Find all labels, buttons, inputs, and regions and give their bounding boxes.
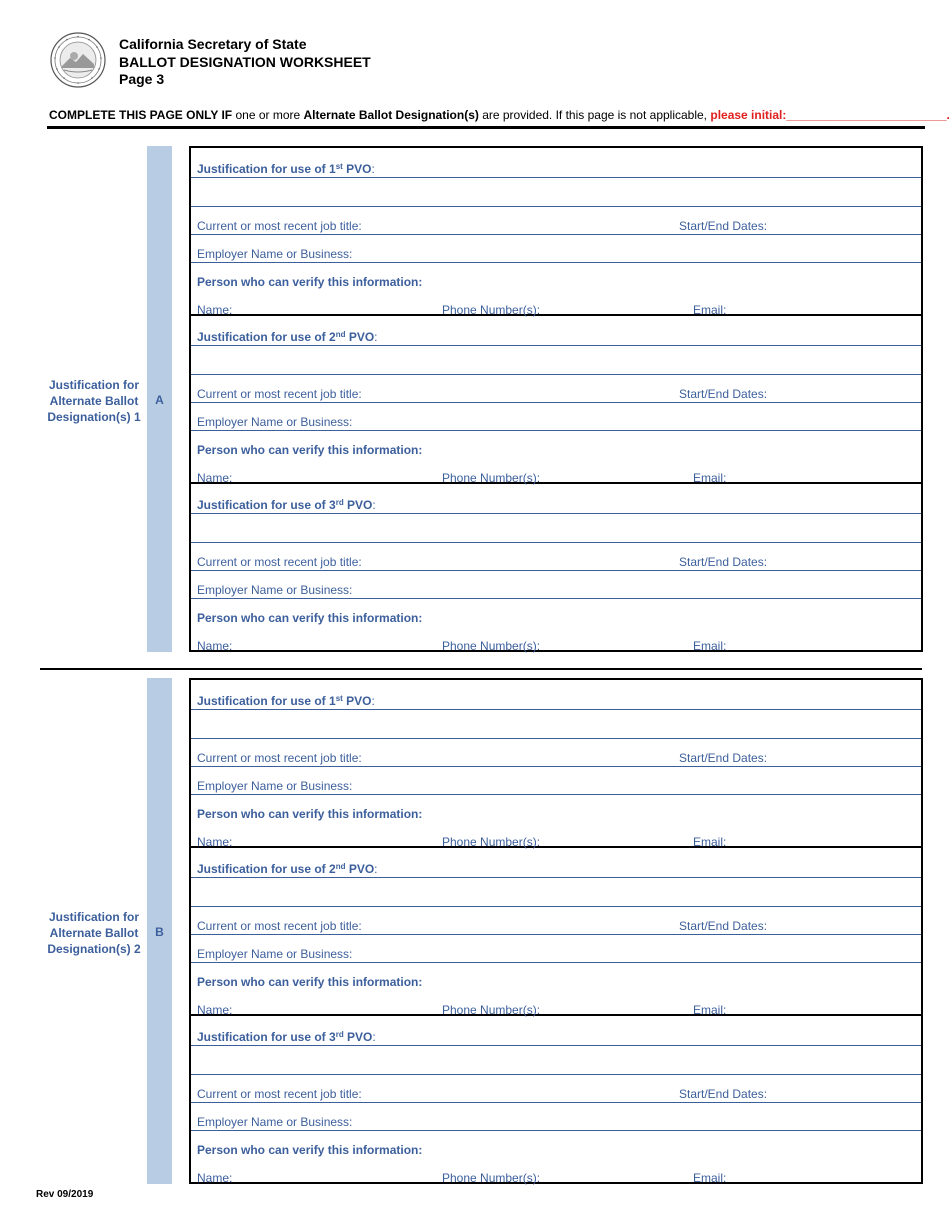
pvo-block (191, 148, 921, 316)
employer-label: Employer Name or Business: (197, 779, 353, 793)
pvo-block (191, 484, 921, 653)
document-header (119, 36, 371, 89)
section-a-letter: A (155, 393, 164, 407)
job-title-label: Current or most recent job title: (197, 919, 362, 933)
pvo-justification-heading: Justification for use of 1st PVO: (197, 694, 375, 708)
section-divider (40, 668, 922, 670)
instruction-text: one or more (232, 108, 304, 122)
justification-field[interactable] (191, 738, 921, 739)
header-divider (47, 126, 925, 129)
instruction-text: are provided. If this page is not applicable, (478, 108, 711, 122)
job-title-field[interactable] (191, 402, 921, 403)
verifier-name-label[interactable]: Name: (197, 835, 233, 849)
verifier-phone-label[interactable]: Phone Number(s): (442, 1003, 541, 1017)
verify-heading: Person who can verify this information: (197, 443, 423, 457)
start-end-dates-label: Start/End Dates: (679, 219, 768, 233)
revision-label: Rev 09/2019 (36, 1189, 94, 1200)
start-end-dates-label: Start/End Dates: (679, 555, 768, 569)
justification-field[interactable] (191, 1074, 921, 1075)
pvo-block (191, 1016, 921, 1185)
start-end-dates-label: Start/End Dates: (679, 1087, 768, 1101)
employer-field[interactable] (191, 1130, 921, 1131)
verifier-email-label[interactable]: Email: (693, 639, 727, 653)
justification-line (191, 1045, 921, 1046)
employer-field[interactable] (191, 962, 921, 963)
pvo-block (191, 316, 921, 484)
pvo-justification-heading: Justification for use of 2nd PVO: (197, 862, 378, 876)
verifier-phone-label[interactable]: Phone Number(s): (442, 471, 541, 485)
verifier-name-label[interactable]: Name: (197, 639, 233, 653)
start-end-dates-label: Start/End Dates: (679, 919, 768, 933)
job-title-label: Current or most recent job title: (197, 219, 362, 233)
employer-field[interactable] (191, 598, 921, 599)
verifier-name-label[interactable]: Name: (197, 303, 233, 317)
instruction-emphasis: COMPLETE THIS PAGE ONLY IF (49, 108, 233, 122)
job-title-field[interactable] (191, 570, 921, 571)
verify-heading: Person who can verify this information: (197, 1143, 423, 1157)
verifier-phone-label[interactable]: Phone Number(s): (442, 1171, 541, 1185)
justification-line (191, 709, 921, 710)
verifier-email-label[interactable]: Email: (693, 1171, 727, 1185)
instruction-emphasis: Alternate Ballot Designation(s) (303, 108, 479, 122)
verifier-name-label[interactable]: Name: (197, 471, 233, 485)
job-title-label: Current or most recent job title: (197, 1087, 362, 1101)
section-b-label: Justification for Alternate Ballot Designation(s) 2 (47, 910, 141, 956)
verifier-phone-label[interactable]: Phone Number(s): (442, 303, 541, 317)
employer-label: Employer Name or Business: (197, 247, 353, 261)
justification-field[interactable] (191, 374, 921, 375)
section-a-form (189, 146, 923, 652)
employer-label: Employer Name or Business: (197, 583, 353, 597)
section-a-label: Justification for Alternate Ballot Designation(s) 1 (47, 378, 141, 424)
job-title-label: Current or most recent job title: (197, 387, 362, 401)
employer-label: Employer Name or Business: (197, 1115, 353, 1129)
pvo-justification-heading: Justification for use of 2nd PVO: (197, 330, 378, 344)
employer-field[interactable] (191, 262, 921, 263)
verify-heading: Person who can verify this information: (197, 975, 423, 989)
verifier-name-label[interactable]: Name: (197, 1171, 233, 1185)
job-title-label: Current or most recent job title: (197, 555, 362, 569)
justification-line (191, 513, 921, 514)
section-b-letter: B (155, 925, 164, 939)
pvo-justification-heading: Justification for use of 3rd PVO: (197, 1030, 376, 1044)
pvo-justification-heading: Justification for use of 3rd PVO: (197, 498, 376, 512)
verify-heading: Person who can verify this information: (197, 807, 423, 821)
employer-field[interactable] (191, 794, 921, 795)
justification-line (191, 877, 921, 878)
verify-heading: Person who can verify this information: (197, 275, 423, 289)
pvo-block (191, 680, 921, 848)
pvo-justification-heading: Justification for use of 1st PVO: (197, 162, 375, 176)
justification-line (191, 177, 921, 178)
header-title: BALLOT DESIGNATION WORKSHEET (119, 53, 371, 70)
job-title-field[interactable] (191, 766, 921, 767)
justification-field[interactable] (191, 542, 921, 543)
verifier-email-label[interactable]: Email: (693, 303, 727, 317)
job-title-field[interactable] (191, 234, 921, 235)
justification-field[interactable] (191, 906, 921, 907)
california-state-seal-icon (50, 32, 106, 88)
employer-field[interactable] (191, 430, 921, 431)
verifier-phone-label[interactable]: Phone Number(s): (442, 639, 541, 653)
pvo-block (191, 848, 921, 1016)
verify-heading: Person who can verify this information: (197, 611, 423, 625)
justification-field[interactable] (191, 206, 921, 207)
verifier-phone-label[interactable]: Phone Number(s): (442, 835, 541, 849)
header-page: Page 3 (119, 71, 165, 87)
job-title-field[interactable] (191, 1102, 921, 1103)
start-end-dates-label: Start/End Dates: (679, 751, 768, 765)
verifier-name-label[interactable]: Name: (197, 1003, 233, 1017)
justification-line (191, 345, 921, 346)
employer-label: Employer Name or Business: (197, 947, 353, 961)
section-b-form (189, 678, 923, 1184)
job-title-field[interactable] (191, 934, 921, 935)
instruction-line (49, 108, 950, 122)
verifier-email-label[interactable]: Email: (693, 835, 727, 849)
employer-label: Employer Name or Business: (197, 415, 353, 429)
start-end-dates-label: Start/End Dates: (679, 387, 768, 401)
job-title-label: Current or most recent job title: (197, 751, 362, 765)
initial-field[interactable]: please initial:________________________. (710, 108, 950, 122)
header-org: California Secretary of State (119, 36, 307, 52)
verifier-email-label[interactable]: Email: (693, 471, 727, 485)
verifier-email-label[interactable]: Email: (693, 1003, 727, 1017)
